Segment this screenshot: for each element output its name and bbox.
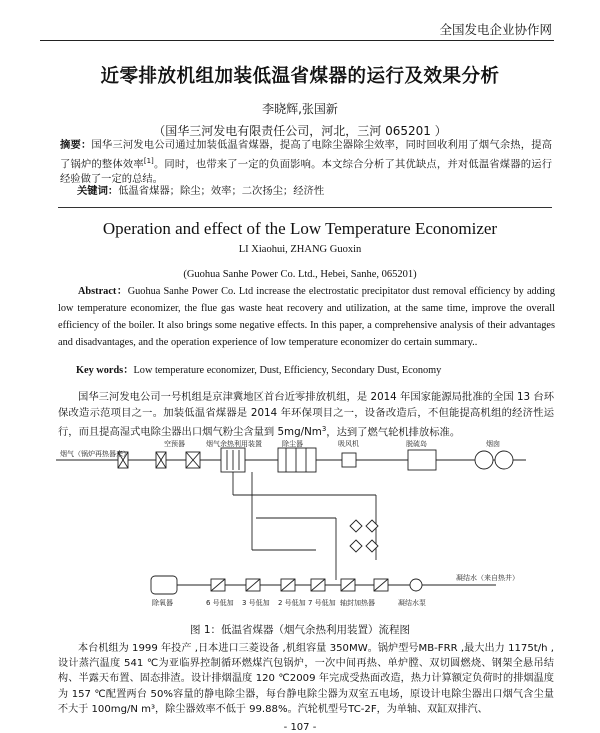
dust-collector-box <box>278 448 316 472</box>
label-dust-collector: 除尘器 <box>282 440 303 448</box>
header-divider <box>40 40 554 41</box>
label-seal-heater: 轴封加热器 <box>340 599 375 607</box>
english-abstract <box>58 283 555 351</box>
journal-header: 全国发电企业协作网 <box>439 22 552 37</box>
para1-text-a: 国华三河发电公司一号机组是京津冀地区首台近零排放机组，是 2014 年国家能源局批准的全国 13 台环保改造示范项目之一。加装低温省煤器是 2014 年环保项目之一，设备改造后，不但能提高机组的经济性运行，而且提高湿式电除尘器出口烟气粉尘含量到 5mg/Nm <box>58 391 554 439</box>
para1-text-b: ，达到了燃气轮机排放标准。 <box>326 426 461 439</box>
chinese-affiliation: （国华三河发电有限责任公司，河北，三河 065201 ） <box>153 124 447 138</box>
label-fan: 吸风机 <box>338 440 359 448</box>
label-heater-7: 7 号低加 <box>308 599 336 607</box>
label-heater-3: 3 号低加 <box>242 599 270 607</box>
english-authors: LI Xiaohui, ZHANG Guoxin <box>238 244 362 255</box>
chinese-keywords <box>77 184 547 199</box>
citation-ref: [1] <box>143 156 154 165</box>
flue-gas-label: 烟气（锅炉再热器来） <box>60 450 130 458</box>
english-affiliation: (Guohua Sanhe Power Co. Ltd., Hebei, Sanhe, 065201) <box>183 269 417 280</box>
chinese-authors: 李晓辉,张国新 <box>262 102 338 116</box>
condensate-label: 凝结水（来自热井） <box>456 574 519 582</box>
english-keywords-label: Key words： <box>76 365 134 376</box>
section-divider <box>58 207 552 208</box>
label-heat-recovery: 烟气余热利用装置 <box>206 440 262 448</box>
figure-caption: 图 1：低温省煤器（烟气余热利用装置）流程图 <box>189 624 411 636</box>
body-paragraph-1 <box>58 389 554 440</box>
chimney-circle-1 <box>475 451 493 469</box>
abstract-text-b: 。同时，也带来了一定的负面影响。本文综合分析了其优缺点，并对低温省煤器的运行经验做了一定的总结。 <box>60 157 553 186</box>
label-air-preheater: 空预器 <box>164 440 185 448</box>
chimney-circle-2 <box>495 451 513 469</box>
label-heater-2: 2 号低加 <box>278 599 306 607</box>
fan-box <box>342 453 356 467</box>
english-abstract-label: Abstract： <box>78 286 128 297</box>
label-deaerator: 除氧器 <box>152 599 173 607</box>
chinese-title: 近零排放机组加装低温省煤器的运行及效果分析 <box>100 66 500 87</box>
keywords-label: 关键词： <box>77 185 119 197</box>
english-title: Operation and effect of the Low Temperature Economizer <box>102 219 498 238</box>
english-abstract-text: Guohua Sanhe Power Co. Ltd increase the electrostatic precipitator dust removal efficiency by adding low temperature economizer, the flue gas waste heat recovery and utilization, at the same time, improve the overall efficiency of the boiler. It also brings some negative effects. In this paper, a comprehensive analysis of their advantages and disadvantages, and the operation experience of low temperature economizer do certain summary.. <box>58 286 555 348</box>
keywords-text: 低温省煤器；除尘；效率；二次扬尘；经济性 <box>118 185 325 197</box>
label-heater-6: 6 号低加 <box>206 599 234 607</box>
label-desulfurization: 脱硫岛 <box>406 440 427 448</box>
deaerator-box <box>151 576 177 594</box>
label-chimney: 烟囱 <box>486 440 500 448</box>
pump-circle <box>410 579 422 591</box>
english-keywords <box>76 363 556 378</box>
para2-text: 本台机组为 1999 年投产 ,日本进口三菱设备 ,机组容量 350MW。锅炉型号MB-FRR ,最大出力 1175t/h ,设计蒸汽温度 541 ℃为亚临界控制循环燃煤汽包锅炉，一次中间再热、单炉膛、双切圆燃烧、钢架全悬吊结构、半露天布置、固态排渣。设计排烟温度 120 ℃2009 年完成受热面改造，热力计算额定负荷时的排烟温度为 157 ℃配置两台 50%容量的静电除尘器，每台静电除尘器为双室五电场，原设计电除尘器出口烟气含尘量不大于 100mg/N m³，除尘器效率不低于 99.88%。汽轮机型号TC-2F，为单轴、双缸双排汽、 <box>58 643 554 715</box>
label-condensate-pump: 凝结水泵 <box>398 599 426 607</box>
english-keywords-text: Low temperature economizer, Dust, Efficiency, Secondary Dust, Economy <box>133 365 442 376</box>
page-number: - 107 - <box>283 722 317 733</box>
para1-sup: 3 <box>321 425 327 433</box>
desulfurization-box <box>408 450 436 470</box>
body-paragraph-2 <box>58 641 554 717</box>
abstract-text-a: 国华三河发电公司通过加装低温省煤器，提高了电除尘器除尘效率，同时回收利用了烟气余热，提高了锅炉的整体效率 <box>60 139 553 170</box>
abstract-label: 摘要： <box>60 139 92 151</box>
valve-cluster <box>350 520 378 552</box>
chinese-abstract <box>60 138 552 188</box>
flow-diagram <box>56 440 556 610</box>
